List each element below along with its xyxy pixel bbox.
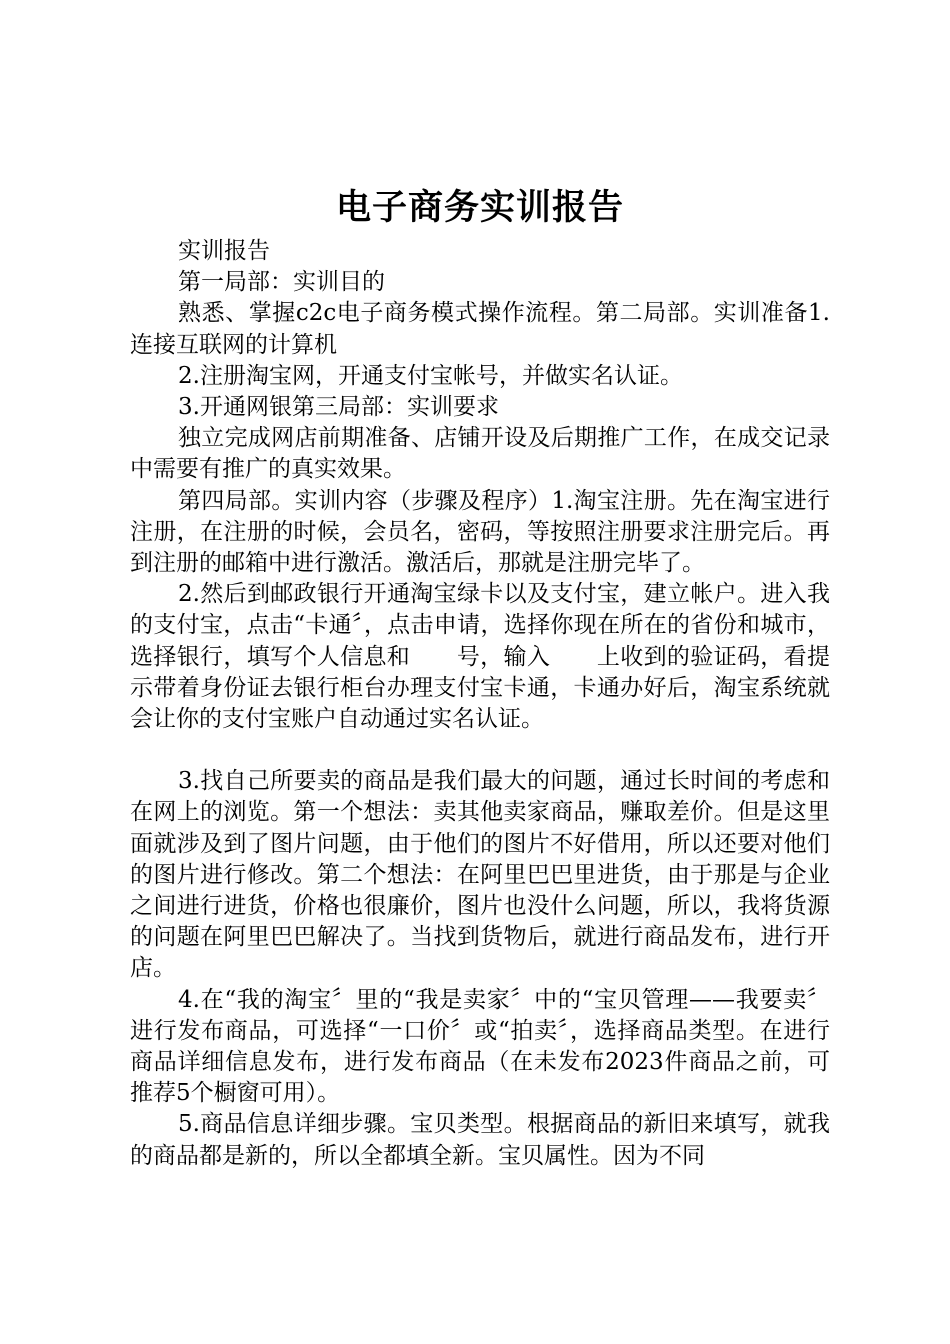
document-body [130, 236, 830, 1172]
paragraph-step-3: 3.找自己所要卖的商品是我们最大的问题，通过长时间的考虑和在网上的浏览。第一个想法：卖其他卖家商品，赚取差价。但是这里面就涉及到了图片问题，由于他们的图片不好借用，所以还要对他们的图片进行修改。第二个想法：在阿里巴巴里进货，由于那是与企业之间进行进货，价格也很廉价，图片也没什么问题，所以，我将货源的问题在阿里巴巴解决了。当找到货物后，就进行商品发布，进行开店。 [130, 768, 830, 982]
paragraph-step-4: 4.在“我的淘宝〞里的“我是卖家〞中的“宝贝管理——我要卖〞进行发布商品，可选择“一口价〞或“拍卖〞，选择商品类型。在进行商品详细信息发布，进行发布商品（在未发布2023件商品之前，可推荐5个橱窗可用）。 [130, 986, 830, 1107]
paragraph-step-2: 2.然后到邮政银行开通淘宝绿卡以及支付宝，建立帐户。进入我的支付宝，点击“卡通〞，点击申请，选择你现在所在的省份和城市，选择银行，填写个人信息和 号，输入 上收到的验证码，看提示带着身份证去银行柜台办理支付宝卡通，卡通办好后，淘宝系统就会让你的支付宝账户自动通过实名认证。 [130, 581, 830, 733]
paragraph-objective: 熟悉、掌握c2c电子商务模式操作流程。第二局部。实训准备1.连接互联网的计算机 [130, 300, 830, 358]
paragraph-spacer [130, 735, 830, 766]
document-title: 电子商务实训报告 [335, 187, 624, 228]
paragraph-prep-step-2: 2.注册淘宝网，开通支付宝帐号，并做实名认证。 [178, 362, 683, 389]
paragraph-prep-step-3: 3.开通网银第三局部：实训要求 [178, 394, 499, 421]
paragraph-requirements: 独立完成网店前期准备、店铺开设及后期推广工作，在成交记录中需要有推广的真实效果。 [130, 425, 830, 483]
paragraph-part-four-step-1: 第四局部。实训内容（步骤及程序）1.淘宝注册。先在淘宝进行注册，在注册的时候，会员名，密码，等按照注册要求注册完后。再到注册的邮箱中进行激活。激活后，那就是注册完毕了。 [130, 487, 830, 577]
paragraph-step-5: 5.商品信息详细步骤。宝贝类型。根据商品的新旧来填写，就我的商品都是新的，所以全都填全新。宝贝属性。因为不同 [130, 1111, 830, 1169]
paragraph-report-label: 实训报告 [178, 238, 270, 264]
paragraph-part-one-heading: 第一局部：实训目的 [178, 269, 385, 296]
